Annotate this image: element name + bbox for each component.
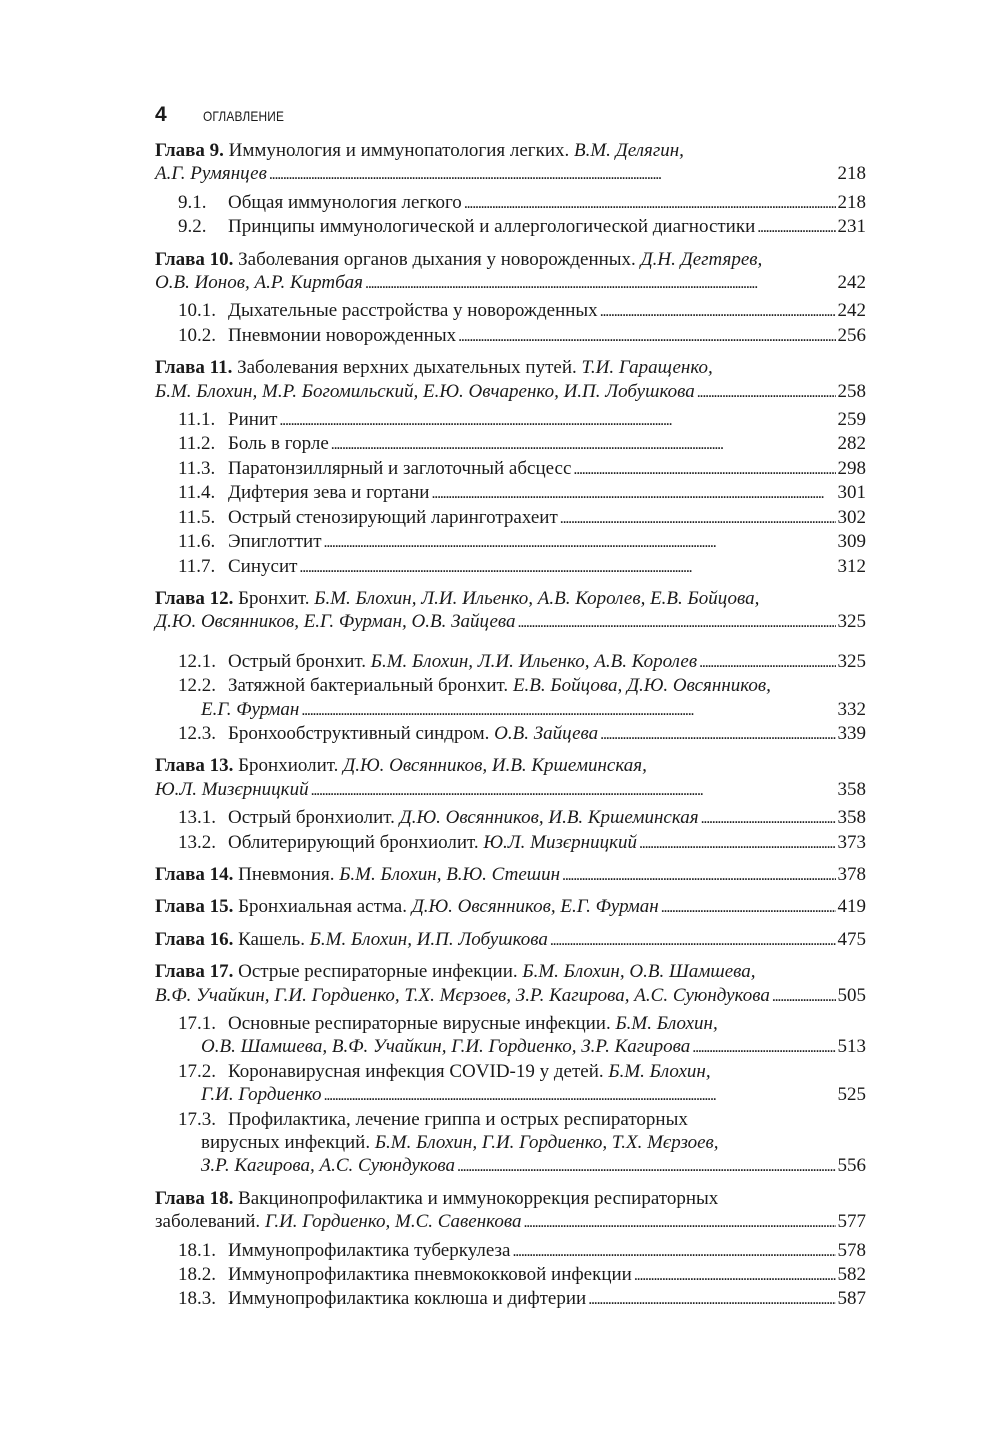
page-ref[interactable]: 513 [837, 1036, 866, 1058]
chapter-label: Глава 11. [155, 357, 233, 379]
toc-chapter-10[interactable] [155, 248, 866, 349]
entry-authors: Е.В. Бойцова, Д.Ю. Овсянников, [512, 675, 771, 697]
entry-text [155, 863, 560, 886]
entry-authors: Б.М. Блохин, И.П. Лобушкова [309, 928, 548, 950]
toc-section[interactable] [155, 722, 866, 746]
leader-dots [518, 610, 836, 634]
entry-authors: Г.И. Гордиенко [201, 1084, 322, 1106]
section-number: 12.2. [178, 675, 216, 697]
entry-text [155, 356, 713, 379]
entry-text [155, 610, 516, 633]
toc-chapter-12[interactable] [155, 587, 866, 746]
leader-dots [431, 481, 835, 505]
page-ref[interactable]: 556 [837, 1155, 866, 1177]
chapter-label: Глава 9. [155, 140, 224, 161]
entry-text [155, 248, 762, 271]
toc-line [155, 1187, 866, 1210]
toc-line [155, 960, 866, 983]
entry-title: Иммунопрофилактика коклюша и дифтерии [228, 1288, 587, 1310]
entry-text [228, 650, 697, 673]
leader-dots [757, 215, 835, 239]
entry-text [155, 1210, 521, 1233]
entry-authors: Д.Ю. Овсянников, И.В. Кршеминская, [343, 755, 647, 777]
entry-text [155, 587, 759, 610]
entry-title: Коронавирусная инфекция COVID-19 у детей. [228, 1060, 609, 1082]
toc-section[interactable] [155, 806, 866, 830]
entry-text [228, 1108, 688, 1131]
section-number: 11.4. [178, 482, 216, 504]
entry-title: Эпиглоттит [228, 531, 322, 553]
toc-line [155, 380, 866, 404]
toc-line [155, 778, 866, 802]
entry-title: Бронхит. [233, 587, 315, 609]
running-title: ОГЛАВЛЕНИЕ [203, 108, 285, 124]
toc-chapter-14[interactable] [155, 863, 866, 887]
entry-text [155, 162, 267, 185]
toc-line [155, 1287, 866, 1311]
toc-line [155, 1131, 866, 1154]
entry-authors: Б.М. Блохин, Л.И. Ильенко, А.В. Королев, Е.В. Бойцова, [314, 587, 760, 609]
page-ref[interactable]: 582 [837, 1264, 866, 1286]
entry-title: Заболевания органов дыхания у новорожденных. [233, 248, 641, 270]
leader-dots [299, 555, 835, 579]
entry-text [228, 806, 699, 829]
entry-title: вирусных инфекций. [201, 1132, 375, 1154]
entry-title: Затяжной бактериальный бронхит. [228, 675, 513, 697]
toc-section[interactable] [155, 506, 866, 530]
entry-text [155, 960, 756, 983]
toc-line [155, 481, 866, 505]
entry-title: Заболевания верхних дыхательных путей. [232, 357, 582, 379]
toc-section[interactable] [155, 674, 866, 722]
toc-line [155, 299, 866, 323]
section-number: 13.2. [178, 831, 216, 853]
entry-authors: О.В. Зайцева [494, 722, 599, 744]
entry-title: Иммунология и иммунопатология легких. [223, 140, 574, 161]
toc-section[interactable] [155, 530, 866, 554]
page-ref[interactable]: 309 [837, 531, 866, 553]
entry-authors: Д.Ю. Овсянников, Е.Г. Фурман, О.В. Зайцева [155, 611, 516, 633]
toc-line [155, 457, 866, 481]
toc-section[interactable] [155, 481, 866, 505]
entry-text [228, 324, 456, 347]
toc-line [155, 530, 866, 554]
entry-title: Бронхообструктивный синдром. [228, 722, 495, 744]
toc-section[interactable] [155, 457, 866, 481]
entry-text [201, 698, 299, 721]
toc-section[interactable] [155, 831, 866, 855]
entry-text [201, 1131, 719, 1154]
entry-text [228, 1060, 711, 1083]
entry-title: Боль в горле [228, 433, 329, 455]
section-number: 11.6. [178, 531, 216, 553]
toc-line [155, 248, 866, 271]
toc-line [155, 928, 866, 952]
entry-authors: Б.М. Блохин, [608, 1060, 711, 1082]
entry-text [155, 1187, 718, 1210]
leader-dots [365, 271, 835, 295]
toc-chapter-16[interactable] [155, 928, 866, 952]
toc-line [155, 587, 866, 610]
entry-title: Синусит [228, 555, 298, 577]
page-ref[interactable]: 301 [837, 482, 866, 504]
section-number: 13.1. [178, 807, 216, 829]
page-ref[interactable]: 378 [837, 863, 866, 885]
toc-section[interactable] [155, 215, 866, 239]
entry-text [228, 530, 322, 553]
entry-text [228, 299, 598, 322]
leader-dots [458, 324, 835, 348]
toc-subsections [155, 650, 866, 747]
section-number: 17.1. [178, 1013, 216, 1034]
toc-section[interactable] [155, 191, 866, 215]
section-number: 11.2. [178, 433, 216, 455]
section-number: 9.2. [178, 216, 207, 238]
page-ref[interactable]: 358 [837, 807, 866, 829]
section-number: 18.1. [178, 1239, 216, 1261]
toc-line [155, 324, 866, 348]
leader-dots [639, 831, 836, 855]
entry-authors: О.В. Ионов, А.Р. Киртбая [155, 272, 364, 294]
entry-title: Дифтерия зева и гортани [228, 482, 430, 504]
chapter-label: Глава 15. [155, 896, 234, 918]
toc-line [155, 650, 866, 674]
leader-dots [279, 408, 835, 432]
leader-dots [562, 863, 835, 887]
section-number: 11.1. [178, 409, 216, 431]
entry-text [228, 215, 755, 238]
page-ref[interactable]: 587 [837, 1288, 866, 1310]
page-ref[interactable]: 259 [837, 409, 866, 431]
page-ref[interactable]: 373 [837, 831, 866, 853]
entry-authors: Г.И. Гордиенко, М.С. Савенкова [264, 1211, 522, 1233]
entry-text [201, 1035, 690, 1058]
leader-dots [634, 1263, 836, 1287]
entry-authors: Д.Н. Дегтярев, [640, 248, 763, 270]
toc-subsections [155, 1012, 866, 1179]
entry-text [228, 481, 429, 504]
page-ref[interactable]: 242 [837, 300, 866, 322]
entry-text [155, 984, 770, 1007]
toc-line [155, 1154, 866, 1178]
leader-dots [697, 380, 836, 404]
entry-authors: Б.М. Блохин, Л.И. Ильенко, А.В. Королев [370, 650, 698, 672]
page-number: 4 [155, 103, 167, 126]
leader-dots [692, 1035, 835, 1059]
page-ref[interactable]: 339 [837, 722, 866, 744]
entry-text [228, 1012, 718, 1035]
page-ref[interactable]: 302 [837, 506, 866, 528]
leader-dots [269, 162, 836, 186]
toc-line [155, 506, 866, 530]
chapter-label: Глава 18. [155, 1187, 234, 1209]
toc-chapter-9[interactable] [155, 139, 866, 240]
section-number: 11.5. [178, 506, 216, 528]
page-ref[interactable]: 332 [837, 698, 866, 720]
toc-section[interactable] [155, 555, 866, 579]
entry-authors: А.Г. Румянцев [155, 163, 267, 185]
entry-title: Острые респираторные инфекции. [233, 961, 523, 983]
leader-dots [588, 1287, 835, 1311]
leader-dots [701, 806, 836, 830]
section-number: 18.3. [178, 1288, 216, 1310]
toc-line [155, 1263, 866, 1287]
page-ref[interactable]: 325 [837, 611, 866, 633]
section-number: 17.2. [178, 1060, 216, 1082]
toc-line [155, 162, 866, 186]
entry-authors: Б.М. Блохин, М.Р. Богомильский, Е.Ю. Овчаренко, И.П. Лобушкова [155, 380, 695, 402]
leader-dots [311, 778, 836, 802]
entry-authors: Ю.Л. Мизєрницкий [483, 831, 637, 853]
leader-dots [600, 722, 835, 746]
leader-dots [600, 299, 836, 323]
toc-line [155, 863, 866, 887]
leader-dots [560, 506, 836, 530]
entry-title: Пневмонии новорожденных [228, 324, 457, 346]
leader-dots [324, 1083, 836, 1107]
leader-dots [772, 984, 836, 1008]
leader-dots [301, 698, 835, 722]
toc-section[interactable] [155, 1263, 866, 1287]
page-ref[interactable]: 256 [837, 324, 866, 346]
entry-title: Паратонзиллярный и заглоточный абсцесс [228, 457, 572, 479]
entry-text [155, 754, 647, 777]
toc-section[interactable] [155, 408, 866, 432]
entry-authors: Д.Ю. Овсянников, И.В. Кршеминская [399, 807, 699, 829]
entry-title: Основные респираторные вирусные инфекции. [228, 1013, 616, 1034]
entry-title: Иммунопрофилактика туберкулеза [228, 1239, 511, 1261]
entry-authors: Е.Г. Фурман [201, 698, 300, 720]
entry-title: Пневмония. [233, 863, 340, 885]
toc-section[interactable] [155, 1239, 866, 1263]
entry-authors: Б.М. Блохин, В.Ю. Стешин [339, 863, 561, 885]
entry-text [228, 457, 571, 480]
toc-section[interactable] [155, 324, 866, 348]
entry-title: Бронхиальная астма. [233, 896, 412, 918]
toc-line [155, 806, 866, 830]
toc-subsections [155, 191, 866, 240]
entry-text [201, 1083, 322, 1106]
chapter-label: Глава 14. [155, 863, 234, 885]
toc-line [155, 754, 866, 777]
entry-authors: Т.И. Гаращенко, [581, 357, 713, 379]
page-ref[interactable]: 505 [837, 984, 866, 1006]
entry-title: Острый стенозирующий ларинготрахеит [228, 506, 558, 528]
entry-authors: З.Р. Кагирова, А.С. Суюндукова [201, 1155, 456, 1177]
page-ref[interactable]: 358 [837, 778, 866, 800]
entry-title: Облитерирующий бронхиолит. [228, 831, 484, 853]
entry-text [228, 722, 598, 745]
leader-dots [661, 895, 836, 919]
entry-title: Дыхательные расстройства у новорожденных [228, 300, 598, 322]
entry-title: Острый бронхит. [228, 650, 371, 672]
entry-text [228, 408, 277, 431]
entry-text [228, 1263, 632, 1286]
section-number: 10.1. [178, 300, 216, 322]
chapter-label: Глава 13. [155, 755, 234, 777]
entry-text [228, 432, 329, 455]
entry-text [201, 1154, 455, 1177]
chapter-label: Глава 10. [155, 248, 234, 270]
page-ref[interactable]: 242 [837, 272, 866, 294]
entry-title: Иммунопрофилактика пневмококковой инфекции [228, 1264, 632, 1286]
toc-line [155, 1035, 866, 1059]
section-number: 12.3. [178, 722, 216, 744]
section-number: 12.1. [178, 650, 216, 672]
page-ref[interactable]: 282 [837, 433, 866, 455]
entry-text [228, 506, 558, 529]
entry-title: Бронхиолит. [233, 755, 344, 777]
entry-text [155, 778, 309, 801]
toc-line [155, 610, 866, 634]
toc-chapter-11[interactable] [155, 356, 866, 579]
toc-line [155, 191, 866, 215]
toc-line [155, 1239, 866, 1263]
toc-line [155, 984, 866, 1008]
entry-text [228, 831, 637, 854]
entry-text [228, 555, 297, 578]
entry-authors: Д.Ю. Овсянников, Е.Г. Фурман [411, 896, 659, 918]
toc-section[interactable] [155, 299, 866, 323]
page-ref[interactable]: 419 [837, 896, 866, 918]
entry-title: Ринит [228, 409, 278, 431]
entry-title: Принципы иммунологической и аллергологической диагностики [228, 216, 756, 238]
leader-dots [457, 1154, 835, 1178]
entry-text [155, 271, 363, 294]
entry-title: Острый бронхиолит. [228, 807, 400, 829]
section-number: 17.3. [178, 1108, 216, 1130]
chapter-label: Глава 17. [155, 961, 234, 983]
entry-text [228, 1287, 586, 1310]
entry-authors: Ю.Л. Мизєрницкий [155, 778, 309, 800]
entry-text [228, 191, 462, 214]
section-number: 10.2. [178, 324, 216, 346]
section-number: 9.1. [178, 191, 207, 213]
toc-line [155, 271, 866, 295]
page-ref[interactable]: 231 [837, 216, 866, 238]
toc-line [155, 722, 866, 746]
page-ref[interactable]: 577 [837, 1211, 866, 1233]
entry-title: заболеваний. [155, 1211, 265, 1233]
leader-dots [699, 650, 835, 674]
page-ref[interactable]: 325 [837, 650, 866, 672]
toc-chapter-18[interactable] [155, 1187, 866, 1312]
toc-line [155, 1060, 866, 1083]
toc-line [155, 1210, 866, 1234]
leader-dots [523, 1210, 835, 1234]
toc-chapter-15[interactable] [155, 895, 866, 919]
section-number: 11.7. [178, 555, 216, 577]
page-ref[interactable]: 218 [837, 163, 866, 185]
entry-text [155, 139, 684, 162]
leader-dots [324, 530, 836, 554]
toc-line [155, 215, 866, 239]
entry-text [228, 1239, 510, 1262]
toc-line [155, 356, 866, 379]
toc-section[interactable] [155, 1287, 866, 1311]
toc-line [155, 831, 866, 855]
entry-authors: В.М. Делягин, [574, 140, 684, 161]
page-ref[interactable]: 258 [837, 380, 866, 402]
toc-line [155, 139, 866, 162]
entry-authors: Б.М. Блохин, О.В. Шамшева, [522, 961, 756, 983]
entry-text [228, 674, 771, 697]
page-ref[interactable]: 475 [837, 928, 866, 950]
page-ref[interactable]: 218 [837, 191, 866, 213]
leader-dots [573, 457, 835, 481]
page-ref[interactable]: 312 [837, 555, 866, 577]
entry-title: Общая иммунология легкого [228, 191, 462, 213]
entry-text [155, 895, 659, 918]
section-number: 11.3. [178, 457, 216, 479]
entry-title: Профилактика, лечение гриппа и острых респираторных [228, 1108, 688, 1130]
toc-section[interactable] [155, 650, 866, 674]
page-ref[interactable]: 578 [837, 1239, 866, 1261]
toc-line [155, 432, 866, 456]
toc-line [155, 1108, 866, 1131]
toc-subsections [155, 806, 866, 855]
toc-chapter-13[interactable] [155, 754, 866, 855]
toc-subsections [155, 1239, 866, 1312]
toc-line [155, 674, 866, 697]
toc-line [155, 408, 866, 432]
page-ref[interactable]: 525 [837, 1084, 866, 1106]
entry-text [155, 928, 548, 951]
toc-section[interactable] [155, 432, 866, 456]
leader-dots [331, 432, 836, 456]
running-header [155, 103, 298, 127]
entry-text [155, 380, 695, 403]
toc-line [155, 895, 866, 919]
table-of-contents [155, 139, 866, 1312]
chapter-label: Глава 16. [155, 928, 234, 950]
entry-authors: В.Ф. Учайкин, Г.И. Гордиенко, Т.Х. Мєрзоев, З.Р. Кагирова, А.С. Суюндукова [155, 984, 770, 1006]
section-number: 18.2. [178, 1264, 216, 1286]
leader-dots [512, 1239, 835, 1263]
entry-title: Вакцинопрофилактика и иммунокоррекция респираторных [233, 1187, 719, 1209]
chapter-label: Глава 12. [155, 587, 234, 609]
toc-section[interactable] [155, 1012, 866, 1060]
toc-chapter-17[interactable] [155, 960, 866, 1179]
entry-title: Кашель. [233, 928, 310, 950]
leader-dots [550, 928, 836, 952]
toc-subsections [155, 299, 866, 348]
entry-authors: О.В. Шамшева, В.Ф. Учайкин, Г.И. Гордиенко, З.Р. Кагирова [201, 1036, 691, 1058]
toc-section[interactable] [155, 1060, 866, 1108]
leader-dots [464, 191, 836, 215]
page-ref[interactable]: 298 [837, 457, 866, 479]
entry-authors: Б.М. Блохин, Г.И. Гордиенко, Т.Х. Мєрзоев, [374, 1132, 719, 1154]
toc-section[interactable] [155, 1108, 866, 1179]
toc-line [155, 1012, 866, 1035]
toc-line [155, 698, 866, 722]
toc-subsections [155, 408, 866, 579]
entry-authors: Б.М. Блохин, [615, 1013, 718, 1034]
toc-line [155, 555, 866, 579]
toc-line [155, 1083, 866, 1107]
